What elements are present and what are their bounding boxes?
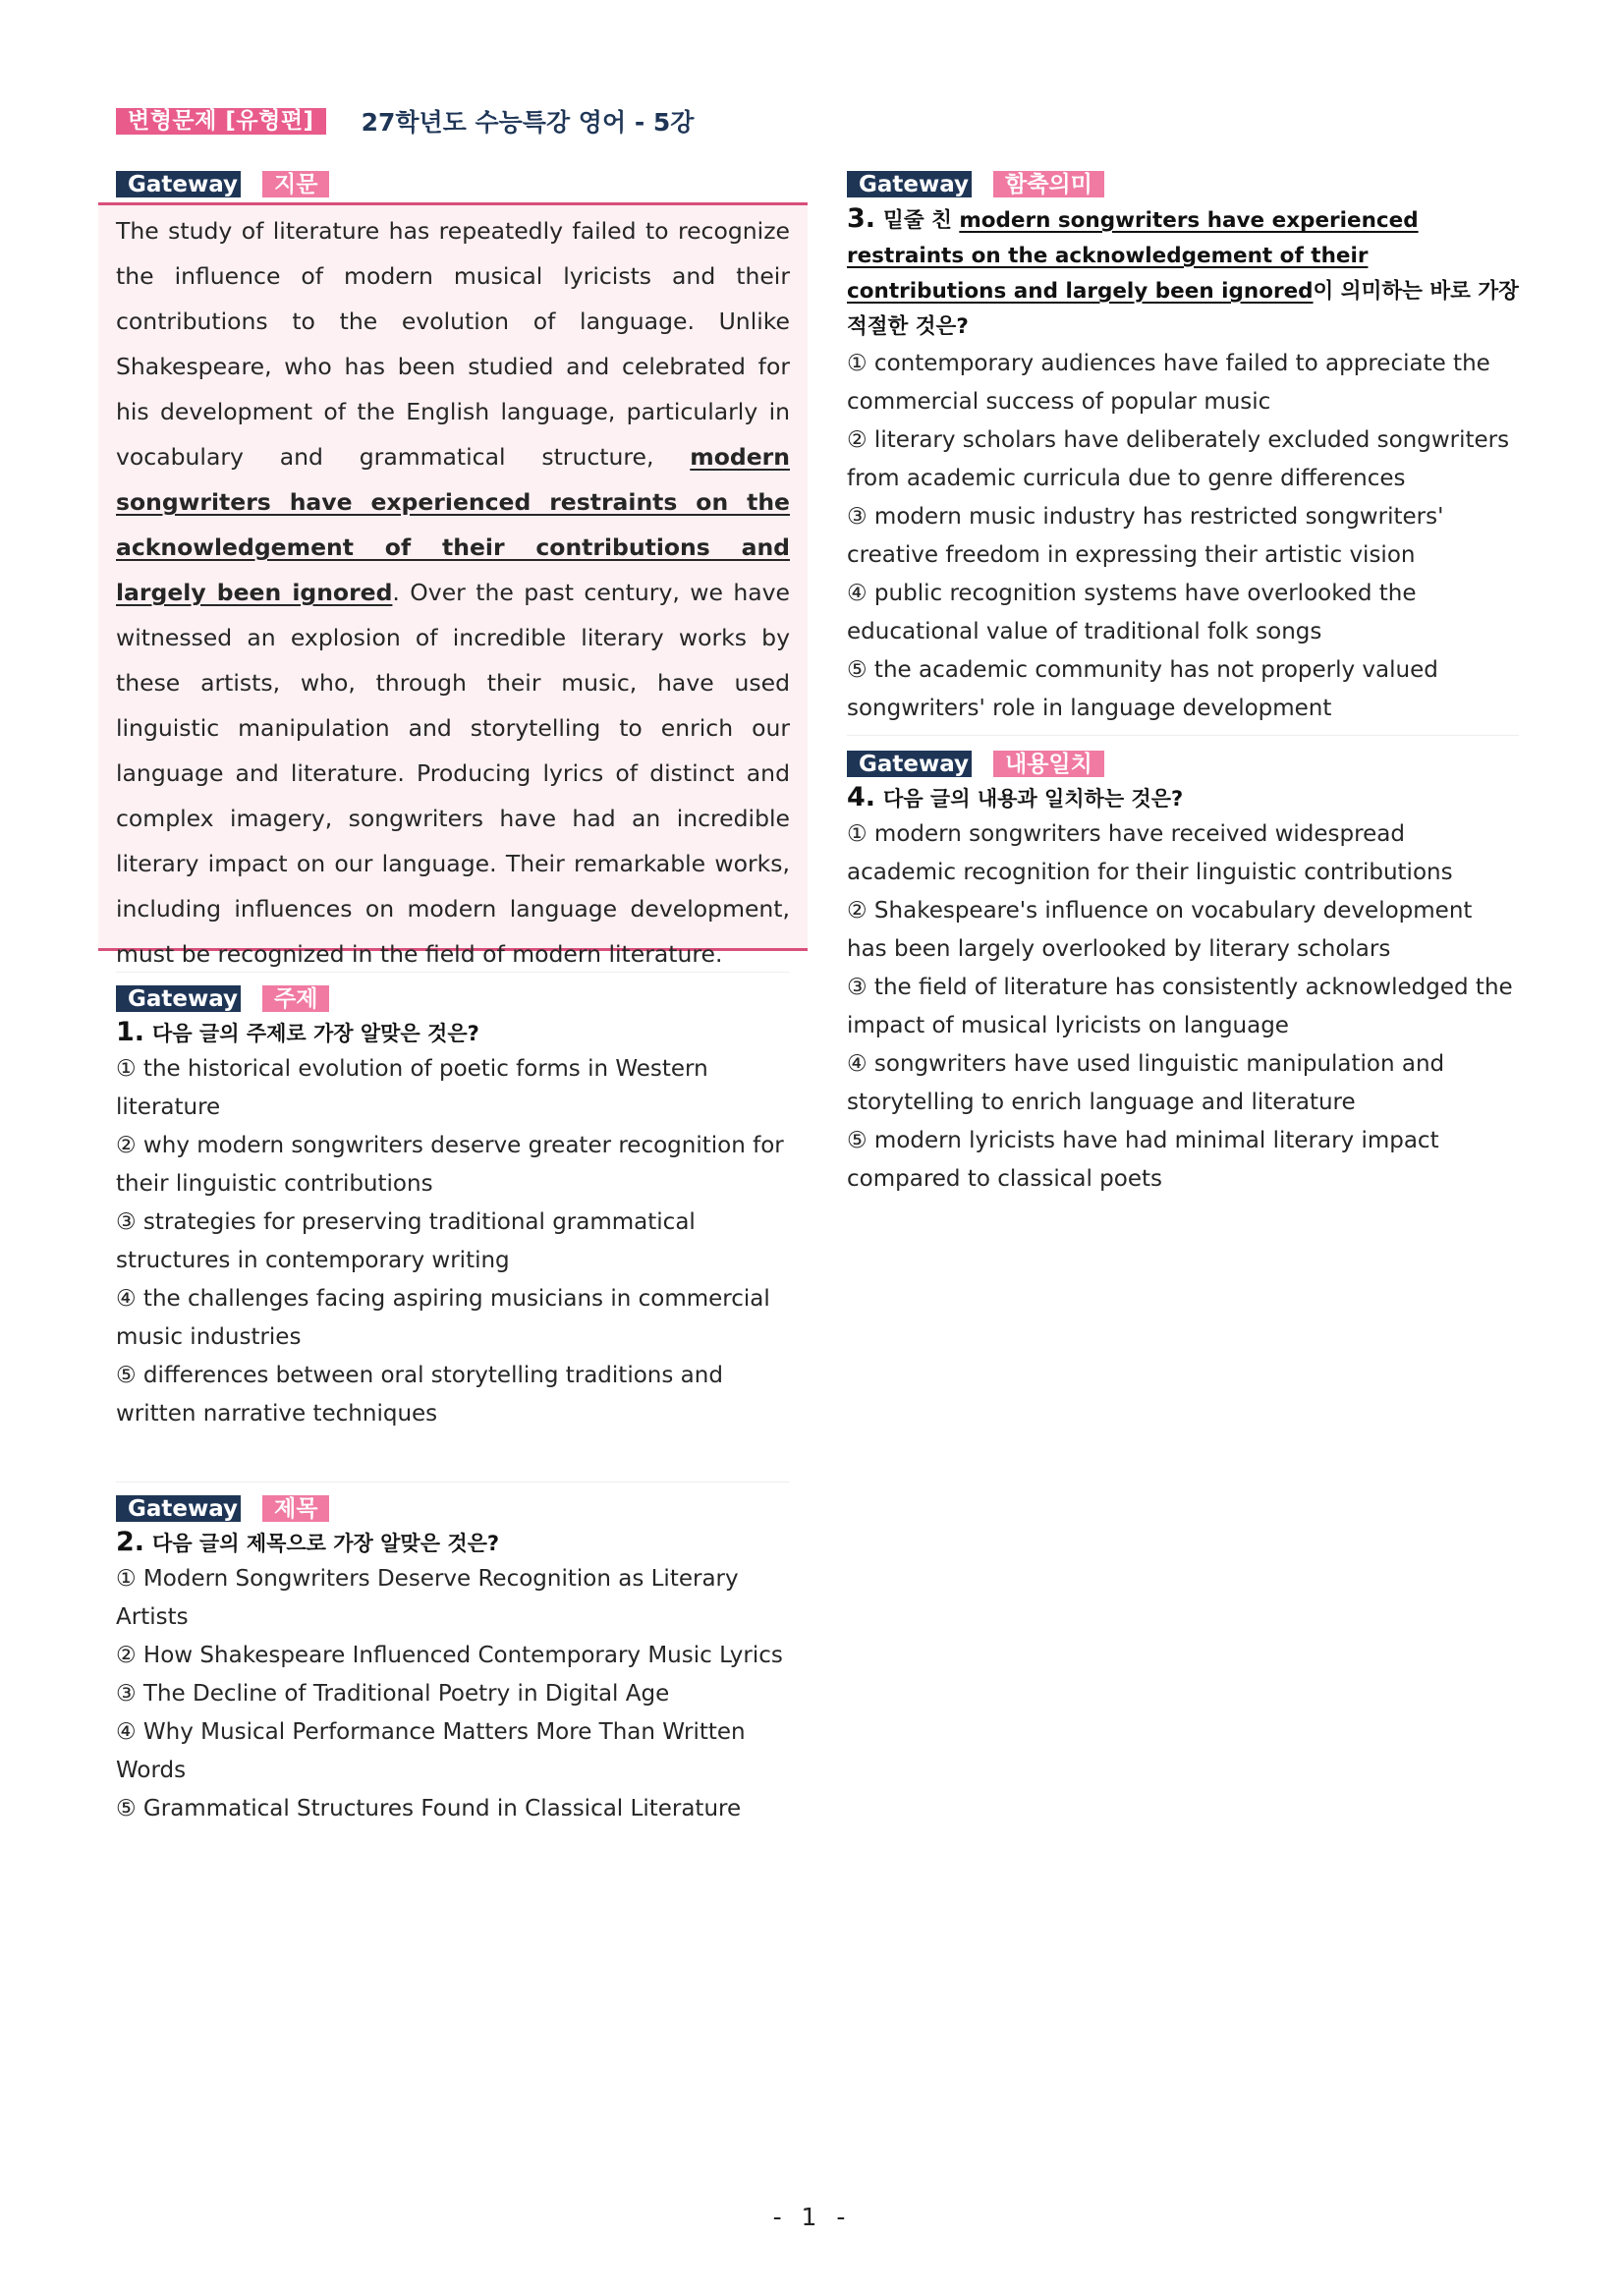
passage-text — [116, 208, 790, 977]
q4-question: 다음 글의 내용과 일치하는 것은? — [883, 787, 1184, 811]
q1-option-1[interactable]: ① the historical evolution of poetic forms in Western literature — [116, 1056, 708, 1120]
q3-option-1[interactable]: ① contemporary audiences have failed to appreciate the commercial success of popular music — [847, 351, 1490, 415]
divider — [116, 1482, 790, 1483]
q2-tag: 제목 — [262, 1495, 329, 1522]
q1-options — [116, 1050, 790, 1433]
q2-number: 2. — [116, 1527, 145, 1557]
q1-number: 1. — [116, 1017, 145, 1047]
q2-question: 다음 글의 제목으로 가장 알맞은 것은? — [152, 1532, 500, 1555]
q1-option-4[interactable]: ④ the challenges facing aspiring musicians in commercial music industries — [116, 1286, 770, 1350]
q1-stem — [116, 1016, 790, 1050]
q4-option-1[interactable]: ① modern songwriters have received widespread academic recognition for their linguistic contributions — [847, 821, 1453, 885]
gateway-label: Gateway — [847, 751, 972, 777]
q3-stem — [847, 201, 1519, 345]
gateway-label: Gateway — [116, 171, 241, 197]
q1-tag: 주제 — [262, 985, 329, 1012]
q2-option-1[interactable]: ① Modern Songwriters Deserve Recognition as Literary Artists — [116, 1566, 739, 1630]
q2-options — [116, 1560, 790, 1828]
gateway-label: Gateway — [847, 171, 972, 197]
q3-suffix: 이 의미하는 바로 가장 적절한 것은? — [847, 279, 1519, 339]
q3-option-3[interactable]: ③ modern music industry has restricted songwriters' creative freedom in expressing their artistic vision — [847, 504, 1444, 568]
q3-underlined: modern songwriters have experienced restraints on the acknowledgement of their contributions and largely been ignored — [847, 208, 1419, 304]
q2-option-5[interactable]: ⑤ Grammatical Structures Found in Classical Literature — [116, 1796, 742, 1821]
q4-number: 4. — [847, 782, 876, 812]
passage-tag: 지문 — [262, 171, 329, 197]
q2-option-4[interactable]: ④ Why Musical Performance Matters More Than Written Words — [116, 1719, 746, 1783]
q1-option-2[interactable]: ② why modern songwriters deserve greater recognition for their linguistic contributions — [116, 1133, 784, 1197]
passage-gateway — [116, 171, 790, 197]
q2-option-2[interactable]: ② How Shakespeare Influenced Contemporary Music Lyrics — [116, 1643, 783, 1668]
q1-option-3[interactable]: ③ strategies for preserving traditional grammatical structures in contemporary writing — [116, 1209, 696, 1273]
q3-tag: 함축의미 — [993, 171, 1104, 197]
passage-underlined: modern songwriters have experienced restraints on the acknowledgement of their contributions and largely been ignored — [116, 443, 790, 606]
question-2 — [116, 1495, 790, 1828]
q3-prefix: 밑줄 친 — [883, 208, 960, 233]
q2-option-3[interactable]: ③ The Decline of Traditional Poetry in Digital Age — [116, 1681, 670, 1707]
q3-option-2[interactable]: ② literary scholars have deliberately excluded songwriters from academic curricula due to genre differences — [847, 427, 1510, 491]
q1-option-5[interactable]: ⑤ differences between oral storytelling traditions and written narrative techniques — [116, 1363, 723, 1427]
gateway-label: Gateway — [116, 985, 241, 1012]
page-header — [116, 104, 694, 138]
q3-option-5[interactable]: ⑤ the academic community has not properly valued songwriters' role in language development — [847, 657, 1438, 721]
question-4 — [847, 751, 1519, 1199]
q4-option-4[interactable]: ④ songwriters have used linguistic manipulation and storytelling to enrich language and literature — [847, 1051, 1445, 1115]
page-number: - 1 - — [772, 2203, 852, 2231]
passage-text-before: The study of literature has repeatedly failed to recognize the influence of modern musical lyricists and their contributions to the evolution of language. Unlike Shakespeare, who has been studied and celebrated for his development of the English language, particularly in vocabulary and grammatical structure, — [116, 217, 790, 471]
q4-tag: 내용일치 — [993, 751, 1104, 777]
header-title: 27학년도 수능특강 영어 - 5강 — [361, 108, 695, 137]
gateway-label: Gateway — [116, 1495, 241, 1522]
header-tag: 변형문제 [유형편] — [116, 108, 326, 135]
q1-question: 다음 글의 주제로 가장 알맞은 것은? — [152, 1022, 479, 1045]
q2-stem — [116, 1526, 790, 1560]
divider — [116, 972, 790, 973]
q4-option-2[interactable]: ② Shakespeare's influence on vocabulary development has been largely overlooked by literary scholars — [847, 898, 1473, 962]
q4-option-5[interactable]: ⑤ modern lyricists have had minimal literary impact compared to classical poets — [847, 1128, 1439, 1192]
divider — [847, 735, 1519, 736]
passage-text-after: . Over the past century, we have witnessed an explosion of incredible literary works by these artists, who, through their music, have used linguistic manipulation and storytelling to enrich our language and literature. Producing lyrics of distinct and complex imagery, songwriters have had an incredible literary impact on our language. Their remarkable works, including influences on modern language development, must be recognized in the field of modern literature. — [116, 579, 790, 968]
q3-options — [847, 345, 1519, 728]
question-3 — [847, 171, 1519, 728]
q4-stem — [847, 781, 1519, 815]
q4-option-3[interactable]: ③ the field of literature has consistently acknowledged the impact of musical lyricists on language — [847, 975, 1513, 1038]
q3-option-4[interactable]: ④ public recognition systems have overlooked the educational value of traditional folk songs — [847, 581, 1417, 644]
q3-number: 3. — [847, 203, 876, 234]
question-1 — [116, 985, 790, 1433]
q4-options — [847, 815, 1519, 1199]
